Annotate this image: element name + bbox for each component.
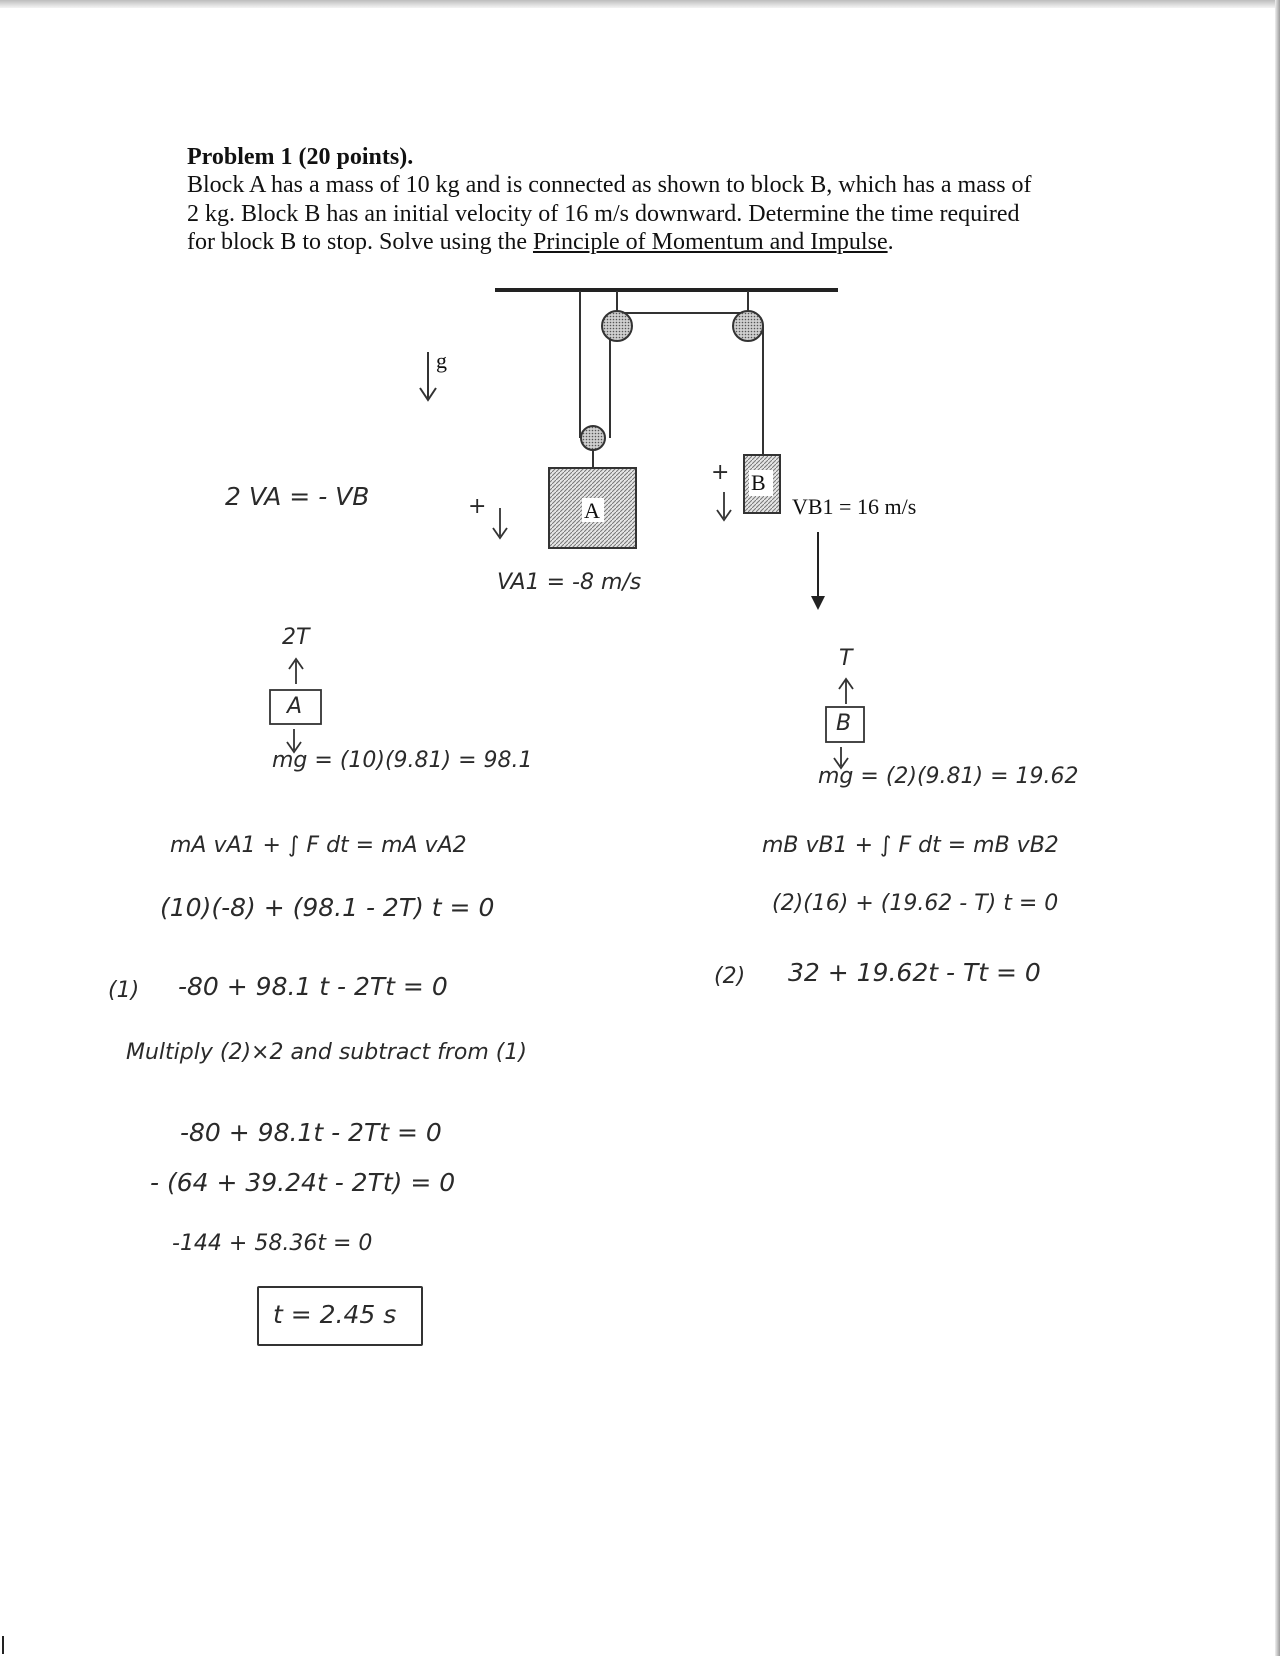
fbd-a-weight: mg = (10)(9.81) = 98.1 (272, 748, 533, 773)
problem-title: Problem 1 (20 points). (187, 144, 414, 170)
momentum-eq-b: mB vB1 + ∫ F dt = mB vB2 (762, 833, 1059, 858)
step-2: - (64 + 39.24t - 2Tt) = 0 (150, 1168, 456, 1197)
plus-down-b-sign: + (711, 460, 730, 485)
constraint-eq: 2 VA = - VB (225, 482, 370, 511)
fbd-b-label: B (836, 711, 852, 736)
plus-down-a-sign: + (468, 494, 487, 519)
vb1-label: VB1 = 16 m/s (792, 494, 917, 519)
fbd-a-tension: 2T (282, 625, 310, 650)
vb1-arrow-head (811, 596, 825, 610)
answer-box (257, 1286, 423, 1346)
answer: t = 2.45 s (273, 1300, 397, 1329)
momentum-sub-a: (10)(-8) + (98.1 - 2T) t = 0 (160, 893, 495, 922)
step-3: -144 + 58.36t = 0 (172, 1231, 373, 1256)
step-1: -80 + 98.1t - 2Tt = 0 (180, 1118, 442, 1147)
eq1-tag: (1) (108, 978, 140, 1003)
eq1: -80 + 98.1 t - 2Tt = 0 (178, 972, 448, 1001)
block-b-label: B (751, 470, 766, 495)
problem-line-3-suffix: . (887, 229, 894, 255)
pulley-1 (602, 311, 632, 341)
pulley-2 (733, 311, 763, 341)
eq2: 32 + 19.62t - Tt = 0 (788, 958, 1041, 987)
block-a-label: A (584, 498, 600, 523)
problem-line-2: 2 kg. Block B has an initial velocity of 16 m/s downward. Determine the time required (187, 201, 1020, 227)
multiply-instruction: Multiply (2)×2 and subtract from (1) (126, 1040, 527, 1065)
momentum-eq-a: mA vA1 + ∫ F dt = mA vA2 (170, 833, 467, 858)
principle-underlined: Principle of Momentum and Impulse (532, 229, 888, 255)
problem-line-1: Block A has a mass of 10 kg and is connected as shown to block B, which has a mass of (187, 172, 1032, 198)
gravity-label: g (436, 348, 447, 373)
fbd-a-label: A (287, 694, 303, 719)
fbd-b-tension: T (839, 646, 853, 671)
va1-value: VA1 = -8 m/s (497, 570, 642, 595)
fbd-b-weight: mg = (2)(9.81) = 19.62 (818, 764, 1079, 789)
eq2-tag: (2) (714, 964, 746, 989)
problem-line-3-prefix: for block B to stop. Solve using the (187, 229, 533, 255)
pulley-a (581, 426, 605, 450)
momentum-sub-b: (2)(16) + (19.62 - T) t = 0 (772, 891, 1059, 916)
